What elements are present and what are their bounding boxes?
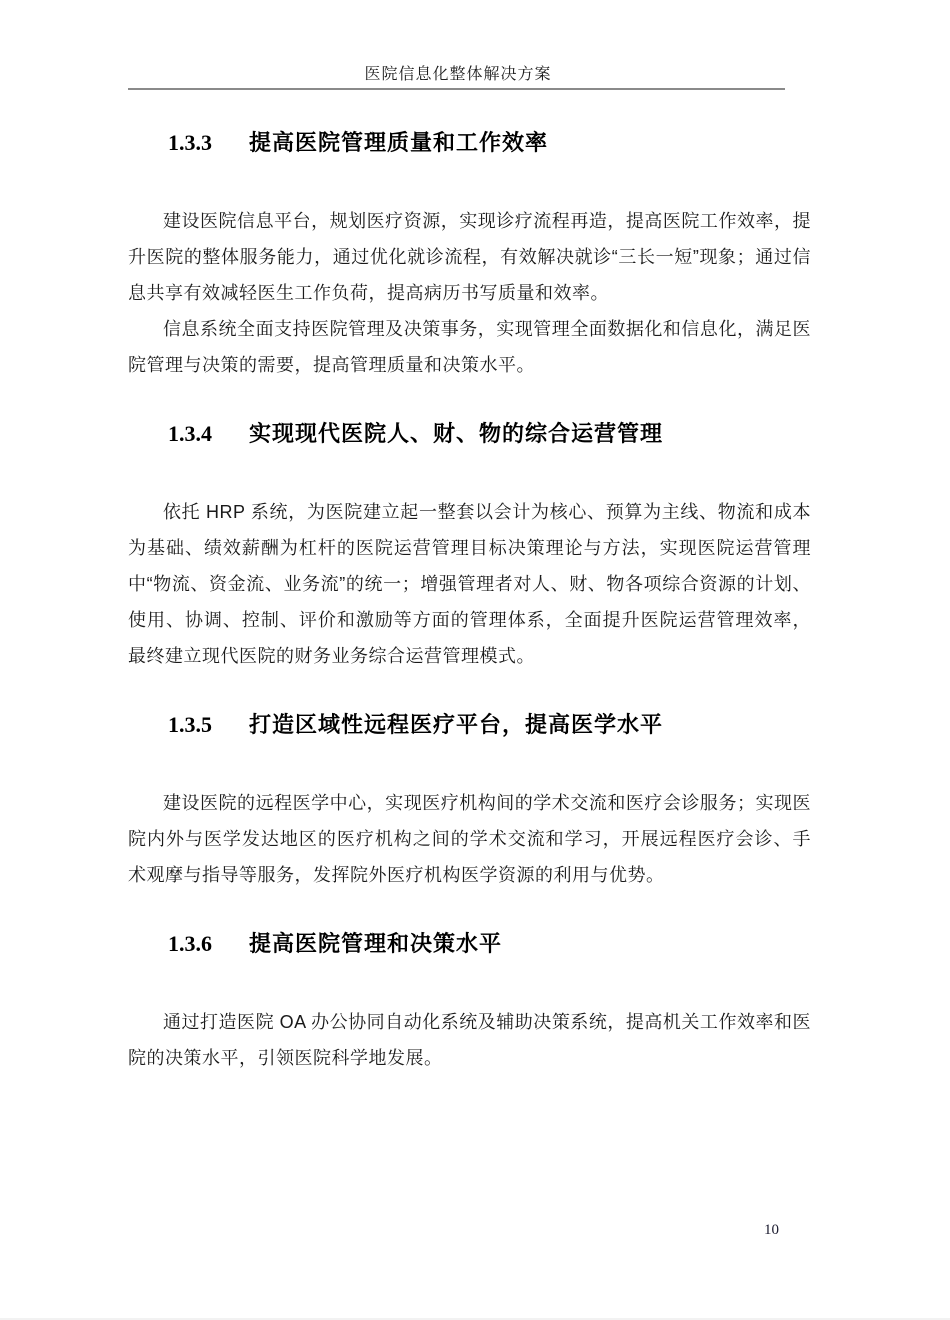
heading-number: 1.3.4 xyxy=(168,421,212,446)
heading-title: 实现现代医院人、财、物的综合运营管理 xyxy=(249,421,664,446)
heading-title: 提高医院管理质量和工作效率 xyxy=(249,130,549,155)
header-rule-divider xyxy=(128,88,785,90)
heading-number: 1.3.5 xyxy=(168,712,212,737)
section-heading-1-3-4 xyxy=(128,419,811,449)
body-paragraph: 通过打造医院 OA 办公协同自动化系统及辅助决策系统，提高机关工作效率和医院的决策水平，引领医院科学地发展。 xyxy=(128,1012,811,1068)
body-paragraph: 建设医院的远程医学中心，实现医疗机构间的学术交流和医疗会诊服务；实现医院内外与医学发达地区的医疗机构之间的学术交流和学习，开展远程医疗会诊、手术观摩与指导等服务，发挥院外医疗机构医学资源的利用与优势。 xyxy=(128,793,811,885)
page-content xyxy=(128,0,811,1076)
body-paragraph: 建设医院信息平台，规划医疗资源，实现诊疗流程再造，提高医院工作效率，提升医院的整体服务能力，通过优化就诊流程，有效解决就诊“三长一短”现象；通过信息共享有效减轻医生工作负荷，提高病历书写质量和效率。 xyxy=(128,211,811,303)
header-title: 医院信息化整体解决方案 xyxy=(364,66,552,83)
section-heading-1-3-5 xyxy=(128,710,811,740)
section-heading-1-3-3 xyxy=(128,128,811,158)
heading-title: 打造区域性远程医疗平台，提高医学水平 xyxy=(249,712,664,737)
heading-title: 提高医院管理和决策水平 xyxy=(249,931,503,956)
page-header xyxy=(128,0,788,90)
body-paragraph: 依托 HRP 系统，为医院建立起一整套以会计为核心、预算为主线、物流和成本为基础、绩效薪酬为杠杆的医院运营管理目标决策理论与方法，实现医院运营管理中“物流、资金流、业务流”的统一；增强管理者对人、财、物各项综合资源的计划、使用、协调、控制、评价和激励等方面的管理体系，全面提升医院运营管理效率，最终建立现代医院的财务业务综合运营管理模式。 xyxy=(128,502,811,666)
body-paragraph: 信息系统全面支持医院管理及决策事务，实现管理全面数据化和信息化，满足医院管理与决策的需要，提高管理质量和决策水平。 xyxy=(128,319,811,375)
heading-number: 1.3.3 xyxy=(168,130,212,155)
section-heading-1-3-6 xyxy=(128,929,811,959)
page-number: 10 xyxy=(764,1222,779,1238)
heading-number: 1.3.6 xyxy=(168,931,212,956)
